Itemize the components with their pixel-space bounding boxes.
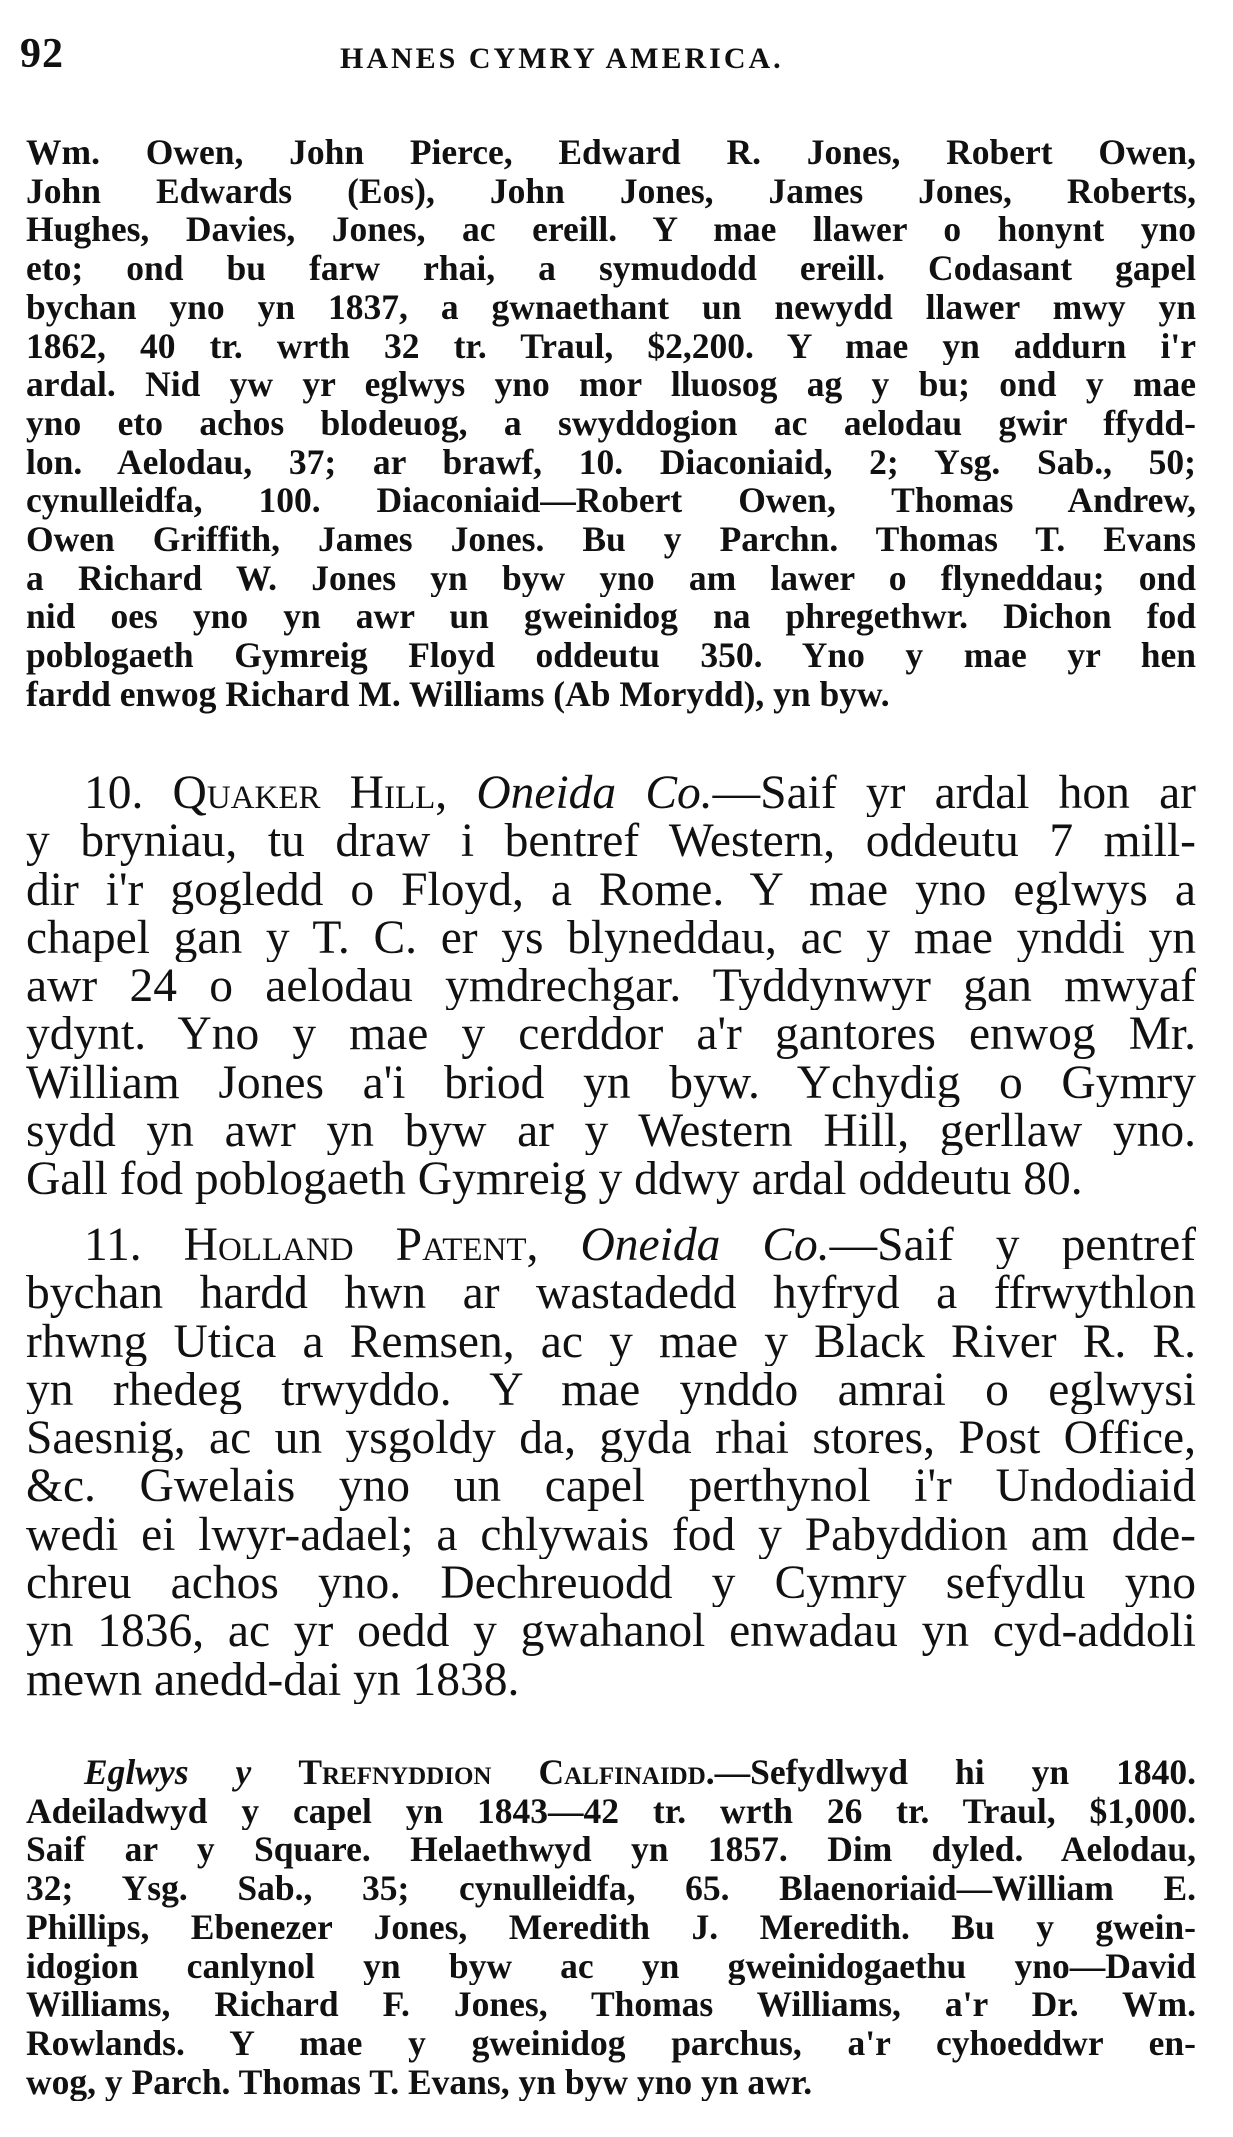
- paragraph-calvinistic-methodist-church: [26, 1753, 1196, 2101]
- text-line: Saesnig, ac un ysgoldy da, gyda rhai stores, Post Office,: [26, 1414, 1196, 1463]
- text-line: Adeiladwyd y capel yn 1843—42 tr. wrth 26 tr. Traul, $1,000.: [26, 1791, 1196, 1831]
- county-name: Oneida Co.: [580, 1221, 830, 1270]
- denomination-name: Trefnyddion Calfinaidd.: [298, 1753, 715, 1792]
- place-name: Quaker Hill,: [172, 769, 448, 818]
- text-line: bychan hardd hwn ar wastadedd hyfryd a ffrwythlon: [26, 1269, 1196, 1318]
- text-line: chapel gan y T. C. er ys blyneddau, ac y mae ynddi yn: [26, 913, 1196, 963]
- text-line: Hughes, Davies, Jones, ac ereill. Y mae llawer o honynt yno: [26, 210, 1196, 250]
- text-fragment: —Saif y pentref: [829, 1221, 1196, 1270]
- section-heading-line: [26, 1221, 1196, 1269]
- text-line: eto; ond bu farw rhai, a symudodd ereill. Codasant gapel: [26, 249, 1196, 288]
- text-line: bychan yno yn 1837, a gwnaethant un newydd llawer mwy yn: [26, 287, 1196, 327]
- page-header: [20, 30, 1200, 80]
- text-line: 1862, 40 tr. wrth 32 tr. Traul, $2,200. Y mae yn addurn i'r: [26, 326, 1196, 366]
- text-line: Owen Griffith, James Jones. Bu y Parchn. Thomas T. Evans: [26, 520, 1196, 559]
- text-line: poblogaeth Gymreig Floyd oddeutu 350. Yno y mae yr hen: [26, 636, 1196, 675]
- text-line: Saif ar y Square. Helaethwyd yn 1857. Dim dyled. Aelodau,: [26, 1830, 1196, 1870]
- text-line: 32; Ysg. Sab., 35; cynulleidfa, 65. Blaenoriaid—William E.: [26, 1869, 1196, 1908]
- text-line: fardd enwog Richard M. Williams (Ab Morydd), yn byw.: [26, 674, 890, 714]
- text-line: mewn anedd-dai yn 1838.: [26, 1655, 520, 1704]
- text-line: y bryniau, tu draw i bentref Western, oddeutu 7 mill-: [26, 817, 1196, 866]
- text-line: awr 24 o aelodau ymdrechgar. Tyddynwyr gan mwyaf: [26, 962, 1196, 1011]
- church-heading-line: [26, 1753, 1196, 1792]
- text-line: wog, y Parch. Thomas T. Evans, yn byw yno yn awr.: [26, 2062, 813, 2102]
- text-line: Phillips, Ebenezer Jones, Meredith J. Meredith. Bu y gwein-: [26, 1907, 1196, 1947]
- text-fragment: —Sefydlwyd hi yn 1840.: [714, 1753, 1196, 1792]
- text-line: dir i'r gogledd o Floyd, a Rome. Y mae yno eglwys a: [26, 865, 1196, 914]
- text-line: chreu achos yno. Dechreuodd y Cymry sefydlu yno: [26, 1559, 1196, 1608]
- county-name: Oneida Co.: [476, 769, 713, 818]
- text-line: a Richard W. Jones yn byw yno am lawer o flyneddau; ond: [26, 558, 1196, 598]
- text-line: yn rhedeg trwyddo. Y mae ynddo amrai o eglwysi: [26, 1365, 1196, 1415]
- section-number: 10.: [84, 769, 144, 818]
- text-line: ydynt. Yno y mae y cerddor a'r gantores enwog Mr.: [26, 1010, 1196, 1059]
- text-line: Gall fod poblogaeth Gymreig y ddwy ardal oddeutu 80.: [26, 1155, 1083, 1204]
- section-heading-line: [26, 769, 1196, 817]
- paragraph-quaker-hill: [26, 769, 1196, 1204]
- text-line: rhwng Utica a Remsen, ac y mae y Black River R. R.: [26, 1317, 1196, 1366]
- text-line: Williams, Richard F. Jones, Thomas Williams, a'r Dr. Wm.: [26, 1985, 1196, 2024]
- text-line: William Jones a'i briod yn byw. Ychydig o Gymry: [26, 1058, 1196, 1108]
- running-title: HANES CYMRY AMERICA.: [340, 42, 784, 75]
- text-line: Rowlands. Y mae y gweinidog parchus, a'r cyhoeddwr en-: [26, 2023, 1196, 2063]
- text-line: wedi ei lwyr-adael; a chlywais fod y Pabyddion am dde-: [26, 1510, 1196, 1560]
- text-line: nid oes yno yn awr un gweinidog na phregethwr. Dichon fod: [26, 597, 1196, 637]
- text-line: &c. Gwelais yno un capel perthynol i'r Undodiaid: [26, 1462, 1196, 1511]
- text-fragment: —Saif yr ardal hon ar: [712, 769, 1196, 818]
- text-line: lon. Aelodau, 37; ar brawf, 10. Diaconiaid, 2; Ysg. Sab., 50;: [26, 442, 1196, 482]
- text-line: yno eto achos blodeuog, a swyddogion ac aelodau gwir ffydd-: [26, 403, 1196, 443]
- text-line: John Edwards (Eos), John Jones, James Jones, Roberts,: [26, 171, 1196, 211]
- text-line: sydd yn awr yn byw ar y Western Hill, gerllaw yno.: [26, 1107, 1196, 1156]
- text-line: Wm. Owen, John Pierce, Edward R. Jones, Robert Owen,: [26, 133, 1196, 172]
- paragraph-floyd-continued: [26, 133, 1196, 714]
- church-label: Eglwys y: [84, 1753, 252, 1792]
- paragraph-holland-patent: [26, 1221, 1196, 1704]
- text-line: yn 1836, ac yr oedd y gwahanol enwadau yn cyd-addoli: [26, 1607, 1196, 1656]
- section-number: 11.: [84, 1221, 142, 1270]
- text-line: ardal. Nid yw yr eglwys yno mor lluosog ag y bu; ond y mae: [26, 365, 1196, 404]
- text-line: cynulleidfa, 100. Diaconiaid—Robert Owen, Thomas Andrew,: [26, 481, 1196, 521]
- text-line: idogion canlynol yn byw ac yn gweinidogaethu yno—David: [26, 1946, 1196, 1986]
- page-number: 92: [20, 31, 64, 77]
- place-name: Holland Patent,: [183, 1221, 539, 1270]
